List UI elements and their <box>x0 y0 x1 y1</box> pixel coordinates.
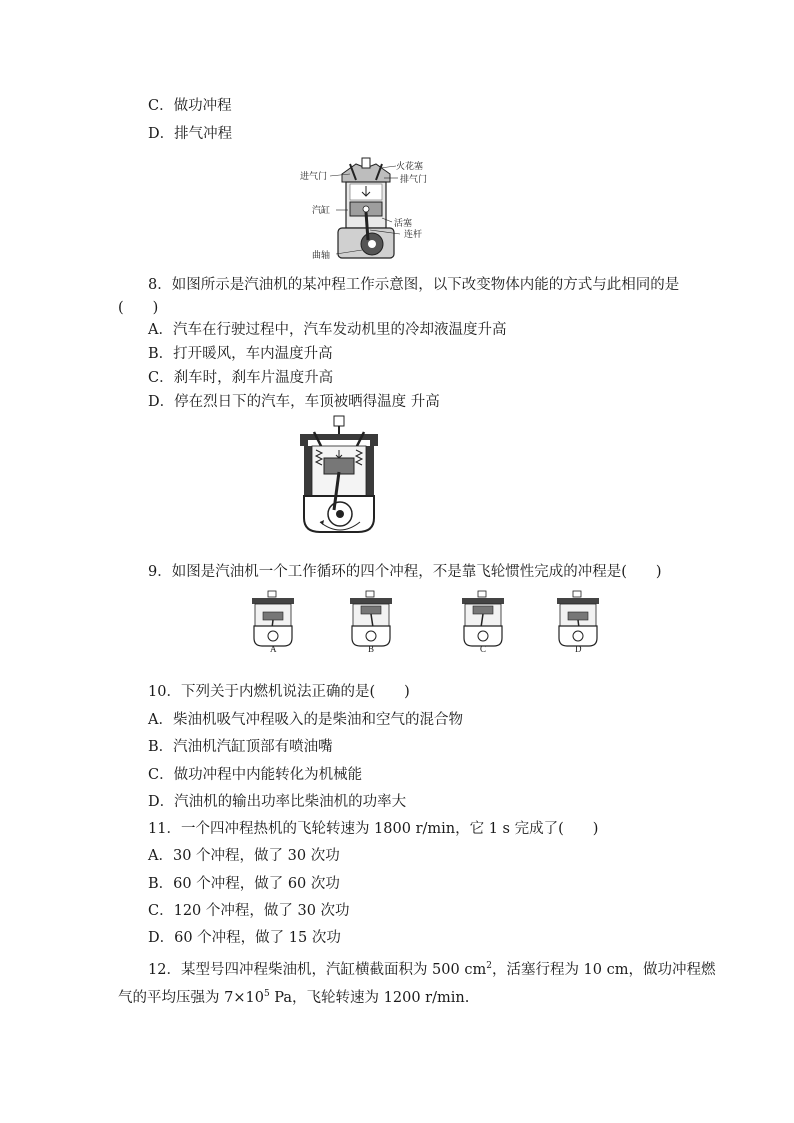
q8-stem: 8．如图所示是汽油机的某冲程工作示意图，以下改变物体内能的方式与此相同的是 <box>148 277 680 293</box>
label-intake-valve: 进气门 <box>300 172 328 182</box>
q8-answer-paren: ( ) <box>118 300 159 316</box>
label-connecting-rod: 连杆 <box>404 230 423 240</box>
q7-option-d: D．排气冲程 <box>148 126 233 142</box>
q7-option-c: C．做功冲程 <box>148 98 232 114</box>
stroke-diagram-b <box>348 590 394 652</box>
label-piston: 活塞 <box>394 219 413 229</box>
q11-option-b: B．60 个冲程，做了 60 次功 <box>148 876 340 892</box>
q12-line-2: 气的平均压强为 $7\times 10^5$ Pa，飞轮转速为 1200 r/min. <box>118 989 470 1006</box>
q11-stem: 11．一个四冲程热机的飞轮转速为 1800 r/min，它 1 s 完成了( ) <box>148 821 599 837</box>
q10-option-c: C．做功冲程中内能转化为机械能 <box>148 767 363 783</box>
stroke-letter-b: B <box>368 644 375 652</box>
q11-option-d: D．60 个冲程，做了 15 次功 <box>148 930 341 946</box>
label-cylinder: 汽缸 <box>312 206 331 216</box>
stroke-letter-a: A <box>270 644 277 652</box>
q8-option-d: D．停在烈日下的汽车，车顶被晒得温度 升高 <box>148 394 440 410</box>
stroke-diagram-c <box>460 590 506 652</box>
stroke-diagram-a <box>250 590 296 652</box>
stroke-diagram-d <box>555 590 601 652</box>
q10-option-d: D．汽油机的输出功率比柴油机的功率大 <box>148 794 407 810</box>
q11-option-a: A．30 个冲程，做了 30 次功 <box>148 848 340 864</box>
q9-stem: 9．如图是汽油机一个工作循环的四个冲程，不是靠飞轮惯性完成的冲程是( ) <box>148 564 662 580</box>
label-exhaust-valve: 排气门 <box>400 175 428 185</box>
label-crankshaft: 曲轴 <box>312 251 331 261</box>
q10-stem: 10．下列关于内燃机说法正确的是( ) <box>148 684 410 700</box>
q8-option-b: B．打开暖风，车内温度升高 <box>148 346 333 362</box>
engine-labeled-diagram <box>296 156 436 264</box>
stroke-letter-c: C <box>480 644 487 652</box>
q10-option-a: A．柴油机吸气冲程吸入的是柴油和空气的混合物 <box>148 712 463 728</box>
label-spark-plug: 火花塞 <box>396 162 424 172</box>
engine-stroke-diagram <box>294 414 384 536</box>
stroke-letter-d: D <box>575 644 582 652</box>
q8-option-c: C．刹车时，刹车片温度升高 <box>148 370 334 386</box>
q11-option-c: C．120 个冲程，做了 30 次功 <box>148 903 350 919</box>
q10-option-b: B．汽油机汽缸顶部有喷油嘴 <box>148 739 333 755</box>
q8-option-a: A．汽车在行驶过程中，汽车发动机里的冷却液温度升高 <box>148 322 507 338</box>
q12-line-1: 12．某型号四冲程柴油机，汽缸横截面积为 500 $cm^2$，活塞行程为 10 cm，做功冲程燃 <box>148 961 716 978</box>
